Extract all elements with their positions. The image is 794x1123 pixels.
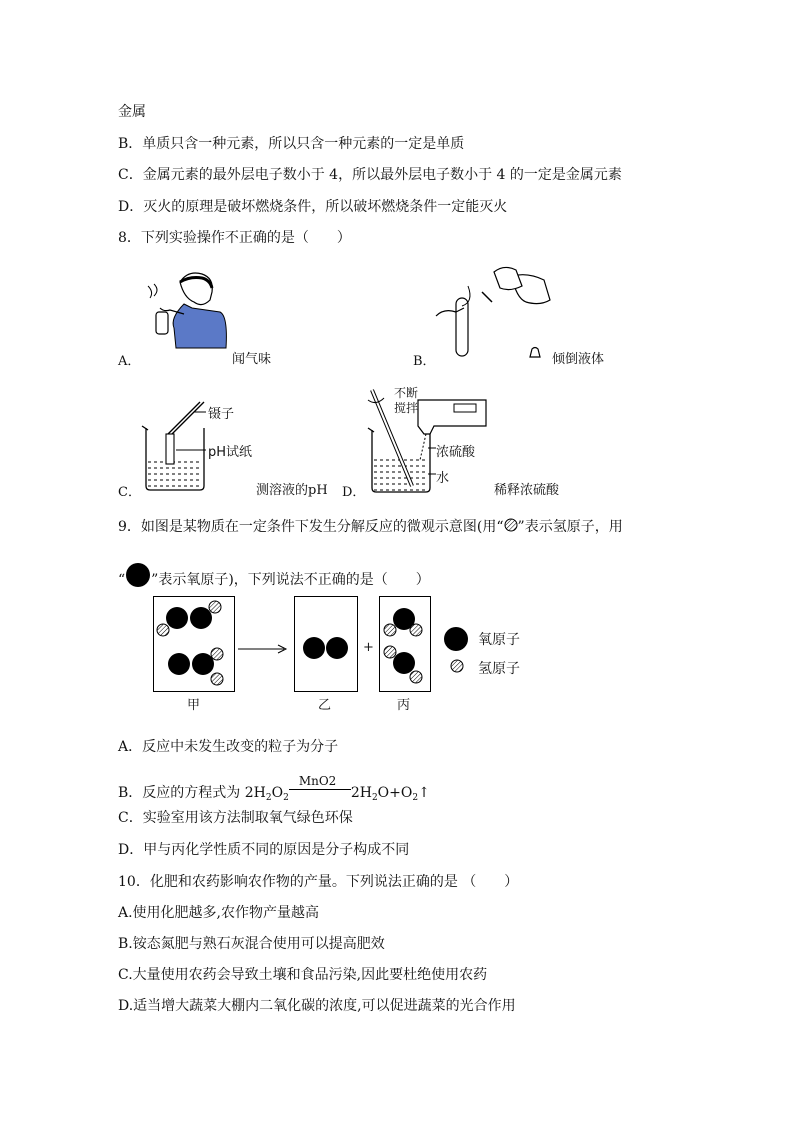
q8-b-letter: B． xyxy=(413,354,436,369)
q10-option-a: A.使用化肥越多,农作物产量越高 xyxy=(118,905,320,921)
q9-option-b: B．反应的方程式为 $2H_2O_2$ MnO2 $2H_2O+O_2↑$ xyxy=(118,774,430,803)
q8-c-letter: C． xyxy=(118,485,141,500)
label-stir-line1: 不断 xyxy=(394,386,419,400)
label-stir-line2: 搅拌 xyxy=(394,401,419,415)
q9-option-d: D．甲与丙化学性质不同的原因是分子构成不同 xyxy=(118,842,410,858)
q10-option-b: B.铵态氮肥与熟石灰混合使用可以提高肥效 xyxy=(118,936,385,952)
plus-sign: + xyxy=(363,640,374,655)
molecules-bing xyxy=(379,596,431,692)
legend-hydrogen-icon xyxy=(450,659,464,673)
molecules-yi xyxy=(294,596,358,692)
label-yi: 乙 xyxy=(318,698,332,713)
label-bing: 丙 xyxy=(397,698,411,713)
label-jia: 甲 xyxy=(187,698,201,713)
q9-stem-line1 xyxy=(118,518,623,536)
catalyst-condition xyxy=(289,774,351,797)
label-conc-acid: 浓硫酸 xyxy=(436,445,476,460)
smelling-illustration xyxy=(140,268,235,348)
q9-stem-part4: ”表示氧原子)，下列说法不正确的是（ ） xyxy=(151,572,430,588)
q10-option-c: C.大量使用农药会导致土壤和食品污染,因此要杜绝使用农药 xyxy=(118,967,488,983)
q8-b-caption: 倾倒液体 xyxy=(552,352,605,367)
q8-a-caption: 闻气味 xyxy=(232,352,272,367)
subscript-2: 2 xyxy=(371,793,378,803)
q9-stem-part3: “ xyxy=(118,572,126,588)
hydrogen-atom-icon xyxy=(504,518,518,532)
text-line-metal: 金属 xyxy=(118,104,146,120)
subscript-2: 2 xyxy=(412,793,419,803)
legend-oxygen-icon xyxy=(443,626,469,652)
q8-c-caption: 测溶液的pH xyxy=(256,483,328,498)
q8-d-letter: D． xyxy=(342,485,366,500)
q10-option-d: D.适当增大蔬菜大棚内二氧化碳的浓度,可以促进蔬菜的光合作用 xyxy=(118,998,516,1014)
stopper-icon xyxy=(528,346,542,358)
option-b-text: B．单质只含一种元素，所以只含一种元素的一定是单质 xyxy=(118,136,465,152)
equation-line xyxy=(289,789,351,790)
q10-stem: 10．化肥和农药影响农作物的产量。下列说法正确的是 （ ） xyxy=(118,874,519,890)
q9-option-c: C．实验室用该方法制取氧气绿色环保 xyxy=(118,810,353,826)
q9-stem-part2: ”表示氢原子，用 xyxy=(517,519,623,535)
q9-stem-part1: 9．如图是某物质在一定条件下发生分解反应的微观示意图(用“ xyxy=(118,519,504,535)
reaction-arrow xyxy=(238,644,288,654)
label-ph-paper: pH试纸 xyxy=(208,445,253,460)
q9-option-a: A．反应中未发生改变的粒子为分子 xyxy=(118,739,339,755)
label-tweezers: 镊子 xyxy=(208,407,235,422)
label-water: 水 xyxy=(436,471,450,486)
legend-hydrogen-label: 氢原子 xyxy=(478,661,520,677)
option-c-text: C．金属元素的最外层电子数小于 4，所以最外层电子数小于 4 的一定是金属元素 xyxy=(118,167,622,183)
q8-stem: 8．下列实验操作不正确的是（ ） xyxy=(118,230,351,246)
oxygen-atom-icon xyxy=(125,562,151,588)
option-d-text: D．灭火的原理是破坏燃烧条件，所以破坏燃烧条件一定能灭火 xyxy=(118,199,508,215)
q8-d-caption: 稀释浓硫酸 xyxy=(494,483,560,498)
legend-oxygen-label: 氧原子 xyxy=(478,632,520,648)
catalyst-label: MnO2 xyxy=(298,774,337,788)
dilution-beaker xyxy=(362,386,492,494)
subscript-2: 2 xyxy=(265,793,272,803)
q8-a-letter: A． xyxy=(118,354,141,369)
q9-stem-line2 xyxy=(118,562,430,589)
q9-option-b-prefix: B．反应的方程式为 2H xyxy=(118,785,266,801)
subscript-2: 2 xyxy=(283,793,289,803)
molecules-jia xyxy=(153,596,235,692)
